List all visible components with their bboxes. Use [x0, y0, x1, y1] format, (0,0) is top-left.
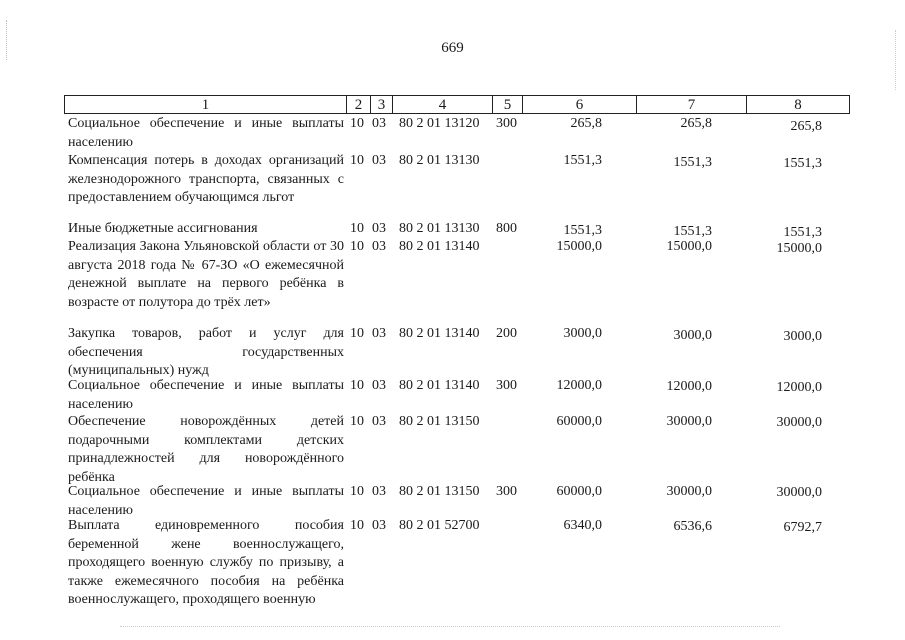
row-value-col6: 15000,0	[556, 239, 602, 254]
row-section: 10	[350, 518, 364, 533]
header-col-8: 8	[794, 97, 802, 113]
row-target-code: 80 2 01 13140	[399, 239, 480, 254]
row-description: Компенсация потерь в доходах организаций железнодорожного транспорта, связанных с предоставлением обучающимся льгот	[68, 153, 344, 206]
row-value-col7: 1551,3	[673, 155, 712, 170]
row-value-col7: 3000,0	[673, 328, 712, 343]
row-value-col6: 60000,0	[556, 484, 602, 499]
row-description: Реализация Закона Ульяновской области от 30 августа 2018 года № 67-ЗО «О ежемесячной денежной выплате на первого ребёнка в возрасте от полутора до трёх лет»	[68, 239, 344, 310]
row-target-code: 80 2 01 13150	[399, 484, 480, 499]
header-col-4: 4	[393, 96, 493, 113]
row-value-col7: 30000,0	[666, 414, 712, 429]
row-subsection: 03	[372, 116, 386, 131]
row-section: 10	[350, 153, 364, 168]
row-expense-type: 300	[496, 116, 517, 131]
row-value-col7: 265,8	[680, 116, 712, 131]
scan-artifact	[895, 30, 897, 90]
row-value-col6: 60000,0	[556, 414, 602, 429]
row-subsection: 03	[372, 484, 386, 499]
row-target-code: 80 2 01 13130	[399, 221, 480, 236]
row-description: Социальное обеспечение и иные выплаты населению	[68, 484, 344, 518]
row-expense-type: 300	[496, 484, 517, 499]
row-section: 10	[350, 414, 364, 429]
row-value-col6: 1551,3	[563, 153, 602, 168]
row-description: Закупка товаров, работ и услуг для обеспечения государственных (муниципальных) нужд	[68, 326, 344, 379]
row-value-col7: 6536,6	[673, 519, 712, 534]
row-value-col6: 12000,0	[556, 378, 602, 393]
row-target-code: 80 2 01 52700	[399, 518, 480, 533]
row-description: Обеспечение новорождённых детей подарочными комплектами детских принадлежностей для новорождённого ребёнка	[68, 414, 344, 485]
row-subsection: 03	[372, 239, 386, 254]
scan-artifact	[120, 626, 780, 628]
row-subsection: 03	[372, 518, 386, 533]
row-description: Выплата единовременного пособия беременной жене военнослужащего, проходящего военную службу по призыву, а также ежемесячного пособия на ребёнка военнослужащего, проходящего военную	[68, 518, 344, 608]
row-value-col7: 15000,0	[666, 239, 712, 254]
row-value-col8: 265,8	[790, 119, 822, 134]
scan-artifact	[6, 20, 8, 60]
row-subsection: 03	[372, 378, 386, 393]
row-section: 10	[350, 221, 364, 236]
header-col-3: 3	[371, 96, 393, 113]
row-description: Социальное обеспечение и иные выплаты населению	[68, 116, 344, 150]
row-expense-type: 300	[496, 378, 517, 393]
row-section: 10	[350, 484, 364, 499]
row-value-col6: 6340,0	[563, 518, 602, 533]
row-value-col6: 1551,3	[563, 223, 602, 238]
row-value-col8: 12000,0	[776, 380, 822, 395]
header-col-2: 2	[347, 96, 371, 113]
row-value-col7: 12000,0	[666, 379, 712, 394]
row-value-col8: 1551,3	[783, 225, 822, 240]
row-expense-type: 800	[496, 221, 517, 236]
row-description: Иные бюджетные ассигнования	[68, 221, 258, 236]
row-target-code: 80 2 01 13120	[399, 116, 480, 131]
table-header-row	[64, 95, 850, 114]
row-value-col6: 3000,0	[563, 326, 602, 341]
row-section: 10	[350, 378, 364, 393]
row-value-col8: 3000,0	[783, 329, 822, 344]
row-subsection: 03	[372, 221, 386, 236]
row-value-col8: 15000,0	[776, 241, 822, 256]
row-subsection: 03	[372, 326, 386, 341]
row-section: 10	[350, 239, 364, 254]
row-value-col7: 30000,0	[666, 484, 712, 499]
header-col-6: 6	[523, 96, 637, 113]
row-target-code: 80 2 01 13140	[399, 326, 480, 341]
row-target-code: 80 2 01 13150	[399, 414, 480, 429]
row-target-code: 80 2 01 13140	[399, 378, 480, 393]
row-value-col7: 1551,3	[673, 224, 712, 239]
row-target-code: 80 2 01 13130	[399, 153, 480, 168]
row-description: Социальное обеспечение и иные выплаты населению	[68, 378, 344, 412]
row-expense-type: 200	[496, 326, 517, 341]
row-value-col8: 30000,0	[776, 485, 822, 500]
row-value-col8: 30000,0	[776, 415, 822, 430]
row-value-col6: 265,8	[570, 116, 602, 131]
row-section: 10	[350, 116, 364, 131]
header-col-5: 5	[493, 96, 523, 113]
header-col-1: 1	[65, 96, 347, 113]
row-value-col8: 1551,3	[783, 156, 822, 171]
row-subsection: 03	[372, 153, 386, 168]
row-section: 10	[350, 326, 364, 341]
page-number: 669	[441, 40, 464, 56]
row-subsection: 03	[372, 414, 386, 429]
header-col-7: 7	[637, 96, 747, 113]
row-value-col8: 6792,7	[783, 520, 822, 535]
